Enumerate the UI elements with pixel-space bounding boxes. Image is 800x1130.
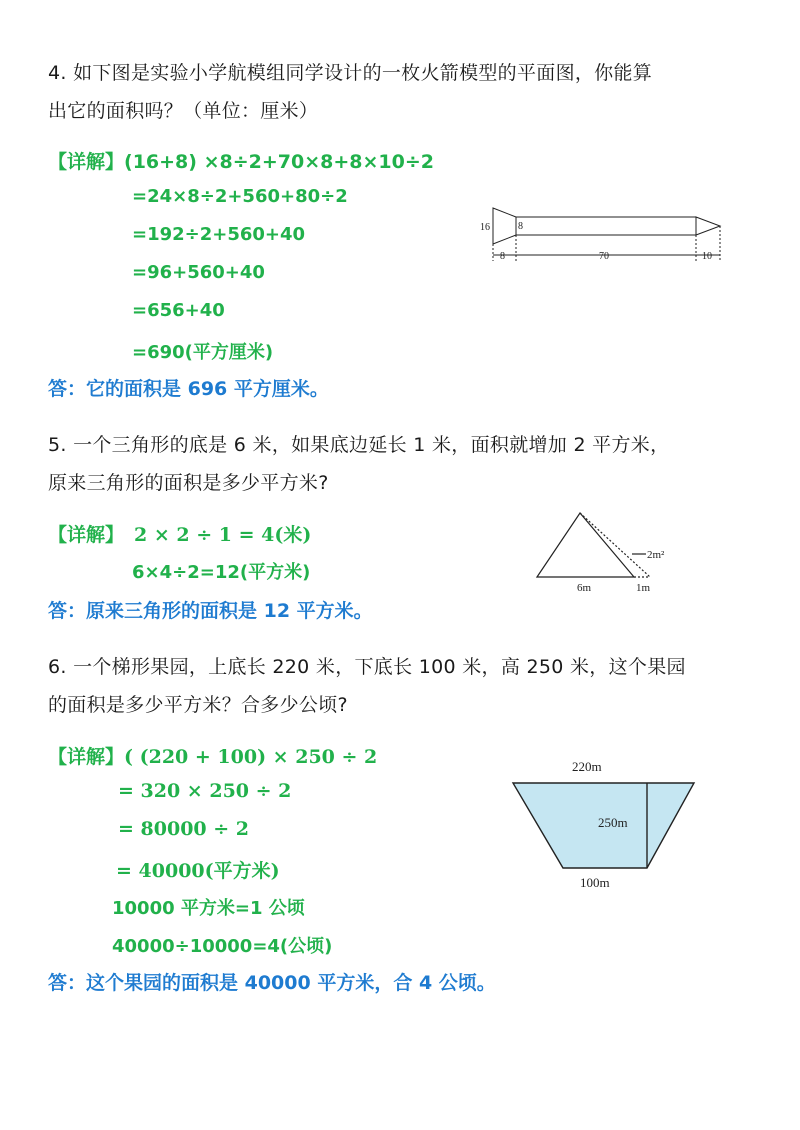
q5-detail-label: 【详解】 — [48, 524, 125, 546]
rocket-figure — [478, 205, 728, 265]
triangle-original — [537, 513, 634, 577]
q6-step: = 40000(平方米) — [116, 860, 280, 882]
q6-step: = 80000 ÷ 2 — [118, 818, 250, 840]
rocket-label-16: 16 — [480, 222, 490, 233]
q4-step: =690(平方厘米) — [132, 342, 274, 363]
q6-step: ( (220 + 100) × 250 ÷ 2 — [124, 746, 378, 768]
q4-text-line1: 4. 如下图是实验小学航模组同学设计的一枚火箭模型的平面图，你能算 — [48, 62, 653, 84]
trapezoid-bottom-label: 100m — [580, 875, 610, 890]
rocket-label-10: 10 — [702, 251, 712, 262]
q4-step: =96+560+40 — [132, 262, 265, 283]
q5-step: 2 × 2 ÷ 1 = 4(米) — [134, 524, 312, 546]
q4-step: =24×8÷2+560+80÷2 — [132, 186, 348, 207]
q6-detail-label: 【详解】 — [48, 746, 125, 768]
q5-text-line2: 原来三角形的面积是多少平方米? — [48, 472, 329, 494]
q4-detail-step1 — [48, 147, 434, 174]
q5-detail-step1 — [48, 520, 311, 547]
q6-answer: 答：这个果园的面积是 40000 平方米，合 4 公顷。 — [48, 972, 496, 994]
triangle-area-label: 2m² — [647, 549, 665, 561]
rocket-tail — [493, 208, 516, 244]
q4-detail-label: 【详解】 — [48, 151, 125, 173]
q4-step: (16+8) ×8÷2+70×8+8×10÷2 — [124, 151, 434, 173]
trapezoid-top-label: 220m — [572, 759, 602, 774]
q6-step: 10000 平方米=1 公顷 — [112, 898, 305, 919]
q5-text-line1: 5. 一个三角形的底是 6 米，如果底边延长 1 米，面积就增加 2 平方米， — [48, 434, 670, 456]
q6-step: = 320 × 250 ÷ 2 — [118, 780, 292, 802]
q4-step: =656+40 — [132, 300, 225, 321]
rocket-body — [516, 217, 696, 235]
q6-text-line2: 的面积是多少平方米？合多少公顷? — [48, 694, 348, 716]
rocket-label-8-base: 8 — [500, 251, 505, 262]
q5-step: 6×4÷2=12(平方米) — [132, 562, 311, 583]
rocket-label-70: 70 — [599, 251, 609, 262]
q4-text-line2: 出它的面积吗？（单位：厘米） — [48, 100, 319, 122]
rocket-nose — [696, 217, 720, 235]
trapezoid-figure — [510, 755, 700, 895]
triangle-figure — [530, 510, 680, 600]
q4-step: =192÷2+560+40 — [132, 224, 306, 245]
q4-answer: 答：它的面积是 696 平方厘米。 — [48, 378, 329, 400]
rocket-label-8-height: 8 — [518, 221, 523, 232]
q6-step: 40000÷10000=4(公顷) — [112, 936, 333, 957]
q6-text-line1: 6. 一个梯形果园，上底长 220 米，下底长 100 米，高 250 米，这个果园 — [48, 656, 686, 678]
trapezoid-height-label: 250m — [598, 815, 628, 830]
triangle-base-label: 6m — [577, 582, 592, 594]
q5-answer: 答：原来三角形的面积是 12 平方米。 — [48, 600, 373, 622]
triangle-ext-label: 1m — [636, 582, 651, 594]
q6-detail-step1 — [48, 742, 377, 769]
